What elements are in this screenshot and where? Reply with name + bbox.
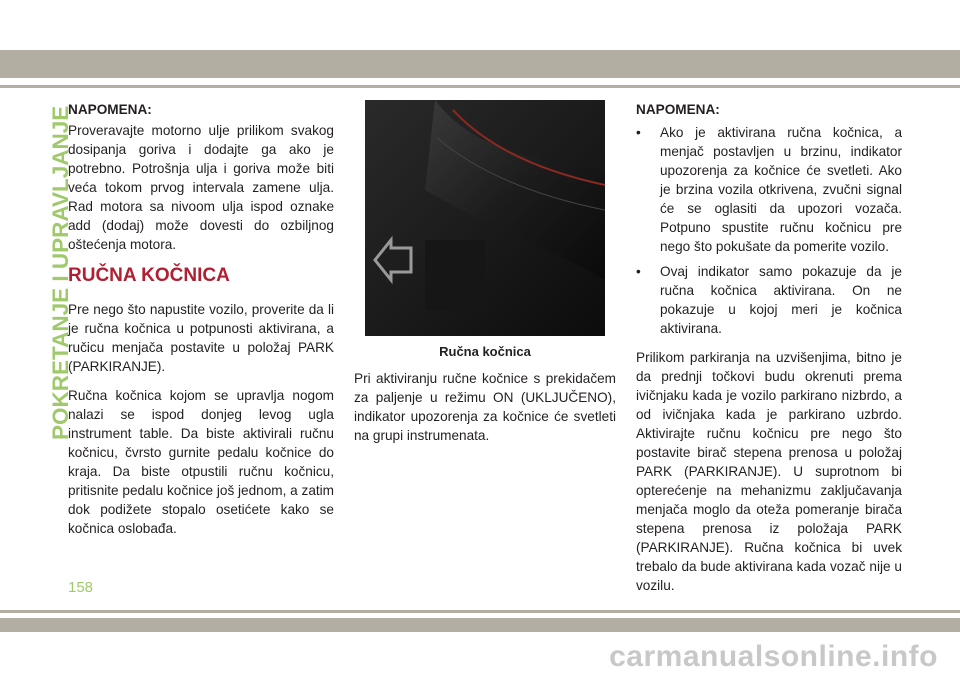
column-left: [68, 100, 334, 548]
header-band: [0, 50, 960, 78]
parking-brake-figure: [365, 100, 605, 336]
header-rule: [0, 85, 960, 88]
page-number: 158: [68, 579, 94, 596]
list-item: [636, 262, 902, 338]
watermark: carmanualsonline.info: [609, 640, 938, 673]
bullet-mark: •: [636, 125, 641, 140]
paragraph: Pre nego što napustite vozilo, proverite da li je ručna kočnica u potpunosti aktivirana, a ručicu menjača postavite u položaj PARK (PARKIRANJE).: [68, 302, 334, 374]
column-right: [636, 100, 902, 605]
note-list: [636, 123, 902, 338]
paragraph: Ručna kočnica kojom se upravlja nogom nalazi se ispod donjeg levog ugla instrument table. Da biste aktivirali ručnu kočnicu, čvrsto gurnite pedalu kočnice do kraja. Da biste otpustili ručnu kočnicu, pritisnite pedalu kočnice još jednom, a zatim dok podižete stopalo osetićete kako se kočnica oslobađa.: [68, 388, 334, 536]
section-heading: RUČNA KOČNICA: [68, 265, 230, 286]
figure-caption: Ručna kočnica: [439, 344, 531, 359]
list-item: [636, 123, 902, 256]
list-item-text: Ako je aktivirana ručna kočnica, a menjač postavljen u brzinu, indikator upozorenja za kočnice će svetleti. Ako je brzina vozila otkrivena, zvučni signal će se oglasiti da upozori vozača. Potpuno spustite ručnu kočnicu pre nego što pokušate da pomerite vozilo.: [660, 125, 902, 254]
footer-rule: [0, 610, 960, 613]
list-item-text: Ovaj indikator samo pokazuje da je ručna kočnica aktivirana. On ne pokazuje u kojoj meri je kočnica aktivirana.: [660, 264, 902, 336]
section-side-title: POKRETANJE I UPRAVLJANJE: [48, 105, 73, 440]
note-text: Proveravajte motorno ulje prilikom svakog dosipanja goriva i dodajte ga ako je potrebno. Potrošnja ulja i goriva može biti veća tokom prvog intervala zamene ulja. Rad motora sa nivoom ulja ispod oznake add (dodaj) može dovesti do ozbiljnog oštećenja motora.: [68, 123, 334, 252]
paragraph: Pri aktiviranju ručne kočnice s prekidačem za paljenje u režimu ON (UKLJUČENO), indikator upozorenja za kočnice će svetleti na grupi instrumenata.: [354, 371, 616, 443]
bullet-mark: •: [636, 264, 641, 279]
paragraph: Prilikom parkiranja na uzvišenjima, bitno je da prednji točkovi budu okrenuti prema ivičnjaku kada je vozilo parkirano nizbrdo, a od ivičnjaka kada je parkirano uzbrdo. Aktivirajte ručnu kočnicu pre nego što postavite birač stepena prenosa u položaj PARK (PARKIRANJE). U suprotnom bi opterećenje na mehanizmu zaključavanja menjača moglo da oteža pomeranje birača stepena prenosa iz položaja PARK (PARKIRANJE). Ručna kočnica bi uvek trebalo da bude aktivirana kada vozač nije u vozilu.: [636, 350, 902, 593]
column-middle: [354, 100, 616, 455]
steering-wheel-image: [365, 100, 605, 336]
note-title: NAPOMENA:: [636, 102, 720, 117]
note-title: NAPOMENA:: [68, 102, 152, 117]
footer-band: [0, 618, 960, 632]
